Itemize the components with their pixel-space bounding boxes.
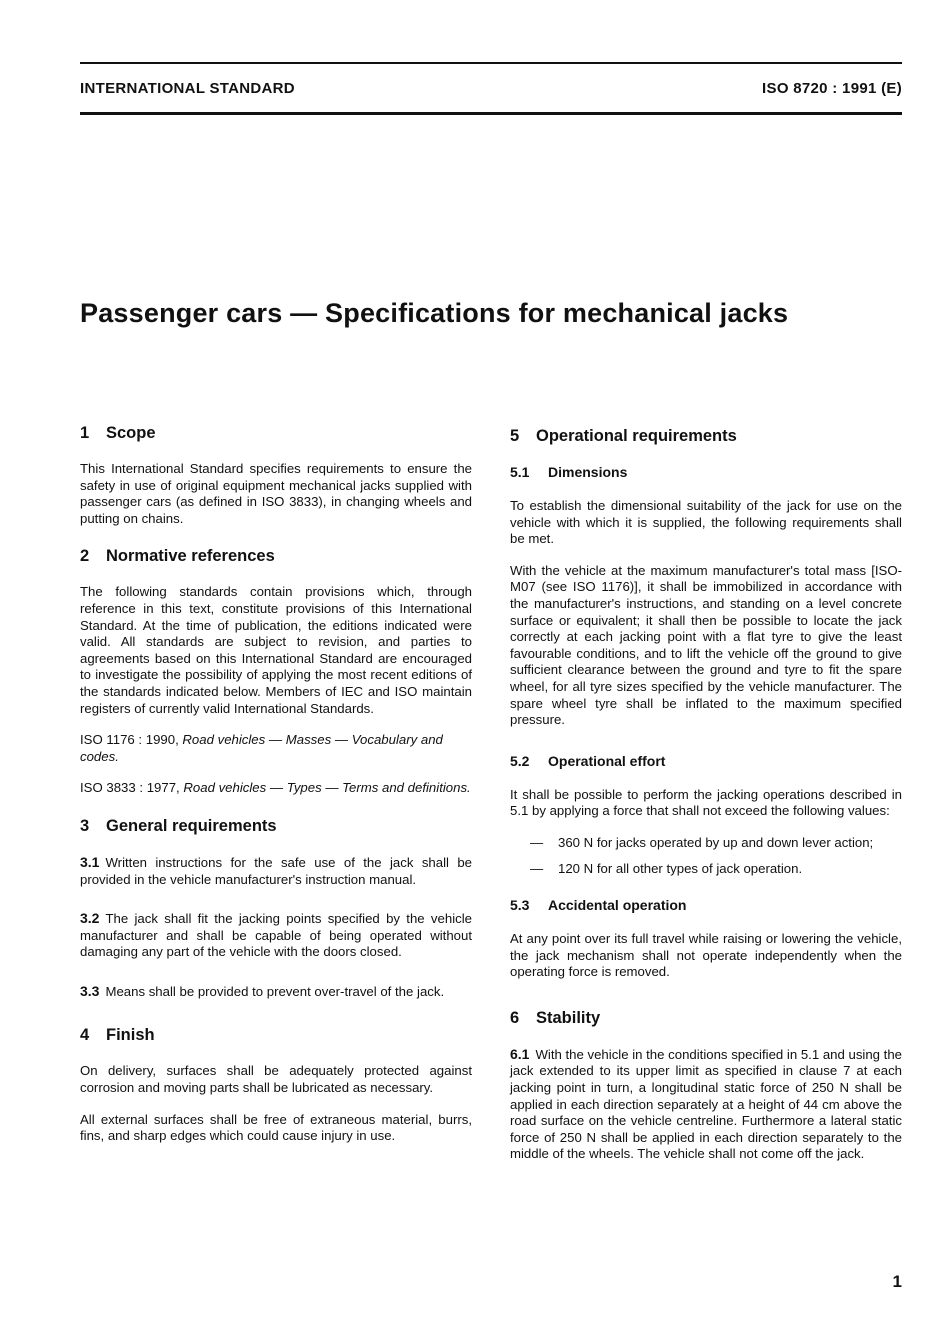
finish-paragraph-1: On delivery, surfaces shall be adequately protected against corrosion and moving parts shall be lubricated as necessary. [80, 1063, 472, 1096]
section-heading-normative-references: 2 Normative references [80, 547, 275, 566]
header-document-number: ISO 8720 : 1991 (E) [762, 80, 902, 97]
section-heading-scope: 1 Scope [80, 424, 156, 442]
header-rule-top [80, 62, 902, 64]
section-heading-general-requirements: 3 General requirements [80, 816, 277, 835]
subsection-heading-operational-effort: 5.2 Operational effort [510, 752, 666, 769]
subsection-heading-accidental-operation: 5.3 Accidental operation [510, 897, 687, 914]
subsection-heading-dimensions: 5.1 Dimensions [510, 464, 628, 480]
document-title: Passenger cars — Specifications for mechanical jacks [80, 298, 789, 328]
section-heading-finish: 4 Finish [80, 1026, 155, 1045]
dimensions-paragraph-1: To establish the dimensional suitability of the jack for use on the vehicle with which it is supplied, the following requirements shall be met. [510, 498, 902, 547]
reference-iso-1176: ISO 1176 : 1990, Road vehicles — Masses — Vocabulary and codes. [80, 732, 443, 764]
header-rule-bottom [80, 112, 902, 115]
list-item: — 360 N for jacks operated by up and down lever action; [530, 834, 874, 850]
section-heading-operational-requirements: 5 Operational requirements [510, 427, 737, 445]
right-column [510, 427, 902, 1178]
clause-6-1: 6.1 With the vehicle in the conditions specified in 5.1 and using the jack extended to its upper limit as specified in clause 7 at each jacking point in turn, a longitudinal static force of 250 N shall be applied in each direction separately at a height of 44 cm above the road surface on the vehicle centreline. Furthermore a lateral static force of 250 N shall be applied in each direction separately to the middle of the wheels. The vehicle shall not come off the jack. [510, 1045, 903, 1162]
list-item: — 120 N for all other types of jack operation. [530, 860, 803, 876]
clause-3-2: 3.2 The jack shall fit the jacking points specified by the vehicle manufacturer and shall be capable of being operated without damaging any part of the vehicle with the doors closed. [80, 910, 472, 960]
clause-3-1: 3.1 Written instructions for the safe use of the jack shall be provided in the vehicle manufacturer's instruction manual. [80, 853, 472, 887]
normative-references-paragraph: The following standards contain provisions which, through reference in this text, constitute provisions of this International Standard. At the time of publication, the editions indicated were valid. All standards are subject to revision, and parties to agreements based on this International Standard are encouraged to investigate the possibility of applying the most recent editions of the standards indicated below. Members of IEC and ISO maintain registers of currently valid International Standards. [80, 584, 472, 716]
clause-3-3: 3.3 Means shall be provided to prevent over-travel of the jack. [80, 982, 445, 999]
header-standard-label: INTERNATIONAL STANDARD [80, 80, 295, 97]
left-column [80, 424, 472, 1160]
page-number: 1 [892, 1272, 902, 1291]
operational-effort-paragraph: It shall be possible to perform the jacking operations described in 5.1 by applying a force that shall not exceed the following values: [510, 786, 902, 819]
scope-paragraph: This International Standard specifies requirements to ensure the safety in use of original equipment mechanical jacks supplied with passenger cars (as defined in ISO 3833), in changing wheels and putting on chains. [80, 461, 472, 526]
operational-effort-list [510, 835, 902, 877]
reference-iso-3833: ISO 3833 : 1977, Road vehicles — Types — Terms and definitions. [80, 780, 471, 796]
dimensions-paragraph-2: With the vehicle at the maximum manufacturer's total mass [ISO-M07 (see ISO 1176)], it shall be immobilized in accordance with the manufacturer's instructions, and standing on a level concrete surface or equivalent; it shall then be possible to locate the jack correctly at each jacking point with a flat tyre to give the least favourable conditions, and to lift the vehicle off the ground to give sufficient clearance between the ground and tyre to fit the spare wheel, for all tyre sizes specified by the vehicle manufacturer. The spare wheel tyre shall be inflated to the maximum specified pressure. [510, 562, 902, 728]
section-heading-stability: 6 Stability [510, 1008, 601, 1027]
accidental-operation-paragraph: At any point over its full travel while raising or lowering the vehicle, the jack mechanism shall not operate independently when the operating force is removed. [510, 931, 902, 980]
finish-paragraph-2: All external surfaces shall be free of extraneous material, burrs, fins, and sharp edges which could cause injury in use. [80, 1111, 472, 1144]
